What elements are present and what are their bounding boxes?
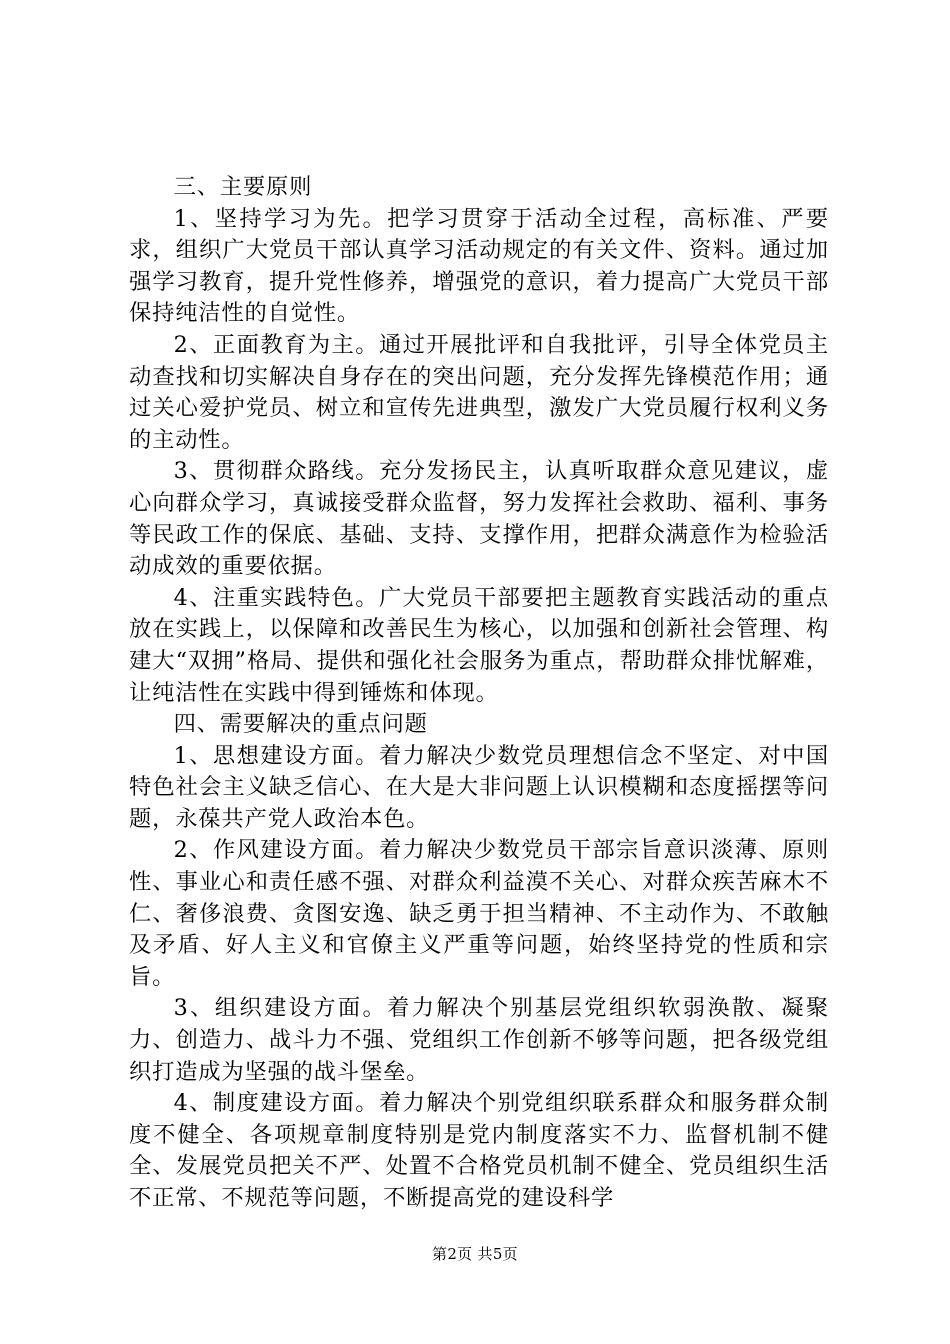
paragraph-issue-3: 3、组织建设方面。着力解决个别基层党组织软弱涣散、凝聚力、创造力、战斗力不强、党组织工作创新不够等问题，把各级党组织打造成为坚强的战斗堡垒。 (129, 995, 829, 1085)
section-heading-principles: 三、主要原则 (173, 174, 313, 200)
paragraph-principle-2: 2、正面教育为主。通过开展批评和自我批评，引导全体党员主动查找和切实解决自身存在的突出问题，充分发挥先锋模范作用；通过关心爱护党员、树立和宣传先进典型，激发广大党员履行权利义务的主动性。 (129, 331, 829, 453)
document-body (129, 172, 829, 1215)
page-number-footer: 第2页 共5页 (432, 1245, 518, 1263)
section-heading-key-issues: 四、需要解决的重点问题 (173, 711, 428, 738)
paragraph-issue-1: 1、思想建设方面。着力解决少数党员理想信念不坚定、对中国特色社会主义缺乏信心、在大是大非问题上认识模糊和态度摇摆等问题，永葆共产党人政治本色。 (129, 742, 829, 832)
paragraph-issue-4: 4、制度建设方面。着力解决个别党组织联系群众和服务群众制度不健全、各项规章制度特别是党内制度落实不力、监督机制不健全、发展党员把关不严、处置不合格党员机制不健全、党员组织生活不正常、不规范等问题，不断提高党的建设科学 (129, 1090, 829, 1211)
paragraph-issue-2: 2、作风建设方面。着力解决少数党员干部宗旨意识淡薄、原则性、事业心和责任感不强、对群众利益漠不关心、对群众疾苦麻木不仁、奢侈浪费、贪图安逸、缺乏勇于担当精神、不主动作为、不敢触及矛盾、好人主义和官僚主义严重等问题，始终坚持党的性质和宗旨。 (129, 837, 829, 990)
paragraph-principle-4: 4、注重实践特色。广大党员干部要把主题教育实践活动的重点放在实践上，以保障和改善民生为核心，以加强和创新社会管理、构建大“双拥”格局、提供和强化社会服务为重点，帮助群众排忧解难，让纯洁性在实践中得到锤炼和体现。 (129, 584, 829, 706)
paragraph-principle-1: 1、坚持学习为先。把学习贯穿于活动全过程，高标准、严要求，组织广大党员干部认真学习活动规定的有关文件、资料。通过加强学习教育，提升党性修养，增强党的意识，着力提高广大党员干部保持纯洁性的自觉性。 (129, 205, 829, 327)
paragraph-principle-3: 3、贯彻群众路线。充分发扬民主，认真听取群众意见建议，虚心向群众学习，真诚接受群众监督，努力发挥社会救助、福利、事务等民政工作的保底、基础、支持、支撑作用，把群众满意作为检验活动成效的重要依据。 (129, 458, 829, 580)
